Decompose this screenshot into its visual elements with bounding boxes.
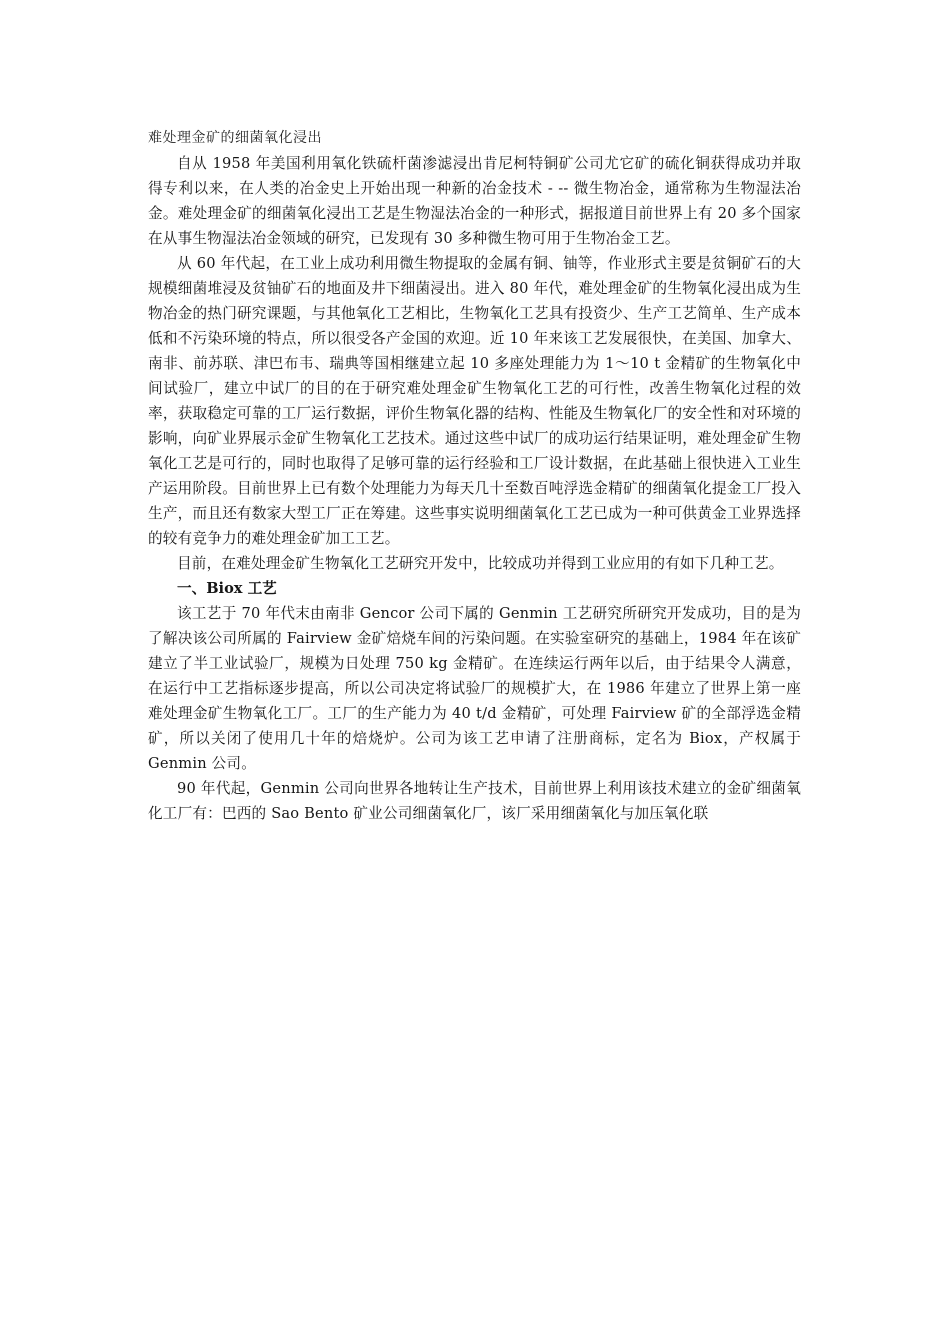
section-paragraph-2: 90 年代起，Genmin 公司向世界各地转让生产技术，目前世界上利用该技术建立的金矿细菌氧化工厂有：巴西的 Sao Bento 矿业公司细菌氧化厂，该厂采用细菌氧化与加压氧化联: [148, 780, 801, 822]
section-heading-biox: 一、Biox 工艺: [177, 580, 277, 597]
paragraph-1: 自从 1958 年美国利用氧化铁硫杆菌渗滤浸出肯尼柯特铜矿公司尤它矿的硫化铜获得成功并取得专利以来，在人类的冶金史上开始出现一种新的冶金技术 - -- 微生物冶金，通常称为生物湿法冶金。难处理金矿的细菌氧化浸出工艺是生物湿法冶金的一种形式，据报道目前世界上有 20 多个国家在从事生物湿法冶金领域的研究，已发现有 30 多种微生物可用于生物冶金工艺。: [148, 155, 801, 247]
paragraph-2: 从 60 年代起，在工业上成功利用微生物提取的金属有铜、铀等，作业形式主要是贫铜矿石的大规模细菌堆浸及贫铀矿石的地面及井下细菌浸出。进入 80 年代，难处理金矿的生物氧化浸出成为生物冶金的热门研究课题，与其他氧化工艺相比，生物氧化工艺具有投资少、生产工艺简单、生产成本低和不污染环境的特点，所以很受各产金国的欢迎。近 10 年来该工艺发展很快，在美国、加拿大、南非、前苏联、津巴布韦、瑞典等国相继建立起 10 多座处理能力为 1～10 t 金精矿的生物氧化中间试验厂，建立中试厂的目的在于研究难处理金矿生物氧化工艺的可行性，改善生物氧化过程的效率，获取稳定可靠的工厂运行数据，评价生物氧化器的结构、性能及生物氧化厂的安全性和对环境的影响，向矿业界展示金矿生物氧化工艺技术。通过这些中试厂的成功运行结果证明，难处理金矿生物氧化工艺是可行的，同时也取得了足够可靠的运行经验和工厂设计数据，在此基础上很快进入工业生产运用阶段。目前世界上已有数个处理能力为每天几十至数百吨浮选金精矿的细菌氧化提金工厂投入生产，而且还有数家大型工厂正在筹建。这些事实说明细菌氧化工艺已成为一种可供黄金工业界选择的较有竞争力的难处理金矿加工工艺。: [148, 255, 801, 547]
document-body: [148, 151, 801, 826]
paragraph-3: 目前，在难处理金矿生物氧化工艺研究开发中，比较成功并得到工业应用的有如下几种工艺。: [177, 555, 784, 572]
section-paragraph-1: 该工艺于 70 年代末由南非 Gencor 公司下属的 Genmin 工艺研究所研究开发成功，目的是为了解决该公司所属的 Fairview 金矿焙烧车间的污染问题。在实验室研究的基础上，1984 年在该矿建立了半工业试验厂，规模为日处理 750 kg 金精矿。在连续运行两年以后，由于结果令人满意，在运行中工艺指标逐步提高，所以公司决定将试验厂的规模扩大，在 1986 年建立了世界上第一座难处理金矿生物氧化工厂。工厂的生产能力为 40 t/d 金精矿，可处理 Fairview 矿的全部浮选金精矿，所以关闭了使用几十年的焙烧炉。公司为该工艺申请了注册商标，定名为 Biox，产权属于 Genmin 公司。: [148, 605, 801, 772]
document-title: 难处理金矿的细菌氧化浸出: [148, 130, 322, 146]
